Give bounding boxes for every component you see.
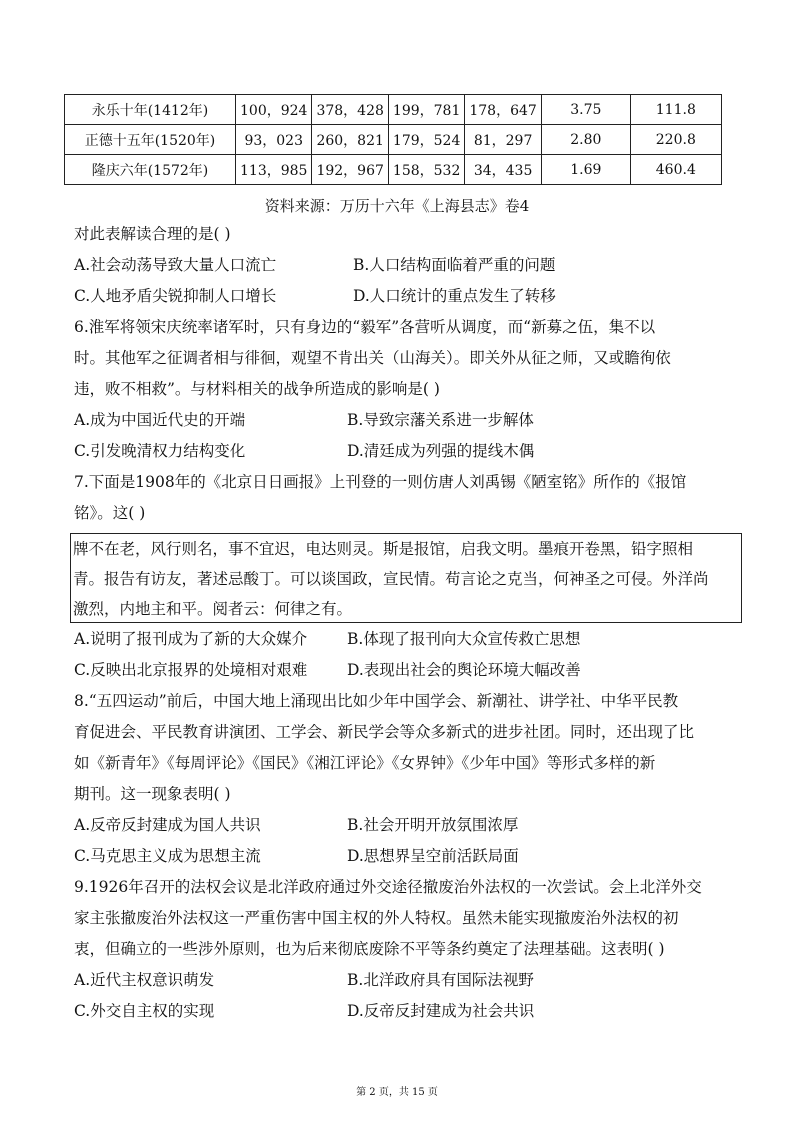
q5-stem: 对此表解读合理的是( ): [74, 225, 231, 243]
q8-option-d[interactable]: D.思想界呈空前活跃局面: [347, 847, 519, 865]
q6-option-c[interactable]: C.引发晚清权力结构变化: [74, 442, 246, 460]
q9-option-c[interactable]: C.外交自主权的实现: [74, 1002, 215, 1020]
q9-option-b[interactable]: B.北洋政府具有国际法视野: [347, 971, 534, 989]
q6-option-d[interactable]: D.清廷成为列强的提线木偶: [347, 442, 535, 460]
q7-box-line-1: 牌不在老，风行则名，事不宜迟，电达则灵。斯是报馆，启我文明。墨痕开卷黑，铅字照相: [73, 540, 694, 558]
q7-material-box: [70, 533, 742, 623]
q9-stem-line-3: 衷，但确立的一些涉外原则，也为后来彻底废除不平等条约奠定了法理基础。这表明( ): [74, 940, 665, 958]
q5-option-c[interactable]: C.人地矛盾尖锐抑制人口增长: [74, 287, 277, 305]
table-cell-year: 永乐十年(1412年): [65, 95, 236, 125]
table-cell-value: 158，532: [388, 155, 464, 185]
table-cell-value: 178，647: [465, 95, 541, 125]
q7-stem-line-1: 7.下面是1908年的《北京日日画报》上刊登的一则仿唐人刘禹锡《陋室铭》所作的《报馆: [74, 473, 687, 491]
q5-option-a[interactable]: A.社会动荡导致大量人口流亡: [74, 256, 277, 274]
page-footer: 第 2 页，共 15 页: [356, 1087, 438, 1098]
q7-option-d[interactable]: D.表现出社会的舆论环境大幅改善: [347, 661, 581, 679]
table-cell-value: 111.8: [630, 95, 721, 125]
q5-option-b[interactable]: B.人口结构面临着严重的问题: [353, 256, 556, 274]
population-table: [64, 94, 722, 185]
q9-option-a[interactable]: A.近代主权意识萌发: [74, 971, 215, 989]
table-cell-value: 113，985: [236, 155, 312, 185]
q6-option-b[interactable]: B.导致宗藩关系进一步解体: [347, 411, 534, 429]
table-cell-value: 81，297: [465, 125, 541, 155]
table-source-caption: 资料来源：万历十六年《上海县志》卷4: [264, 197, 530, 215]
table-cell-value: 199，781: [388, 95, 464, 125]
table-row: [65, 155, 722, 185]
table-cell-value: 220.8: [630, 125, 721, 155]
q8-option-a[interactable]: A.反帝反封建成为国人共识: [74, 816, 261, 834]
table-cell-year: 正德十五年(1520年): [65, 125, 236, 155]
q8-option-c[interactable]: C.马克思主义成为思想主流: [74, 847, 261, 865]
table-cell-value: 3.75: [541, 95, 630, 125]
table-cell-value: 179，524: [388, 125, 464, 155]
table-cell-value: 1.69: [541, 155, 630, 185]
q8-option-b[interactable]: B.社会开明开放氛围浓厚: [347, 816, 519, 834]
table-row: [65, 125, 722, 155]
table-cell-value: 34，435: [465, 155, 541, 185]
q7-stem-line-2: 铭》。这( ): [74, 504, 146, 522]
q9-stem-line-1: 9.1926年召开的法权会议是北洋政府通过外交途径撤废治外法权的一次尝试。会上北洋外交: [74, 878, 702, 896]
table-cell-value: 2.80: [541, 125, 630, 155]
q5-option-d[interactable]: D.人口统计的重点发生了转移: [353, 287, 556, 305]
table-row: [65, 95, 722, 125]
q7-box-line-2: 青。报告有访友，著述忌酸丁。可以谈国政，宣民情。苟言论之克当，何神圣之可侵。外洋尚: [73, 570, 709, 588]
table-cell-value: 192，967: [312, 155, 388, 185]
q8-stem-line-2: 育促进会、平民教育讲演团、工学会、新民学会等众多新式的进步社团。同时，还出现了比: [74, 723, 695, 741]
table-cell-year: 隆庆六年(1572年): [65, 155, 236, 185]
q8-stem-line-1: 8.“五四运动”前后，中国大地上涌现出比如少年中国学会、新潮社、讲学社、中华平民教: [74, 692, 679, 710]
q7-box-line-3: 激烈，内地主和平。阅者云：何律之有。: [73, 600, 353, 618]
q7-option-a[interactable]: A.说明了报刊成为了新的大众媒介: [74, 630, 308, 648]
q8-stem-line-3: 如《新青年》《每周评论》《国民》《湘江评论》《女界钟》《少年中国》等形式多样的新: [74, 754, 656, 772]
table-cell-value: 378，428: [312, 95, 388, 125]
q7-option-b[interactable]: B.体现了报刊向大众宣传救亡思想: [347, 630, 581, 648]
table-cell-value: 260，821: [312, 125, 388, 155]
q8-stem-line-4: 期刊。这一现象表明( ): [74, 785, 231, 803]
q9-option-d[interactable]: D.反帝反封建成为社会共识: [347, 1002, 535, 1020]
table-cell-value: 100，924: [236, 95, 312, 125]
q6-stem-line-3: 违，败不相救”。与材料相关的战争所造成的影响是( ): [74, 380, 440, 398]
table-cell-value: 93，023: [236, 125, 312, 155]
q9-stem-line-2: 家主张撤废治外法权这一严重伤害中国主权的外人特权。虽然未能实现撤废治外法权的初: [74, 909, 679, 927]
q7-option-c[interactable]: C.反映出北京报界的处境相对艰难: [74, 661, 308, 679]
table-cell-value: 460.4: [630, 155, 721, 185]
q6-stem-line-2: 时。其他军之征调者相与徘徊，观望不肯出关（山海关）。即关外从征之师，又或瞻徇依: [74, 349, 671, 367]
q6-option-a[interactable]: A.成为中国近代史的开端: [74, 411, 246, 429]
q6-stem-line-1: 6.淮军将领宋庆统率诸军时，只有身边的“毅军”各营听从调度，而“新募之伍，集不以: [74, 318, 656, 336]
